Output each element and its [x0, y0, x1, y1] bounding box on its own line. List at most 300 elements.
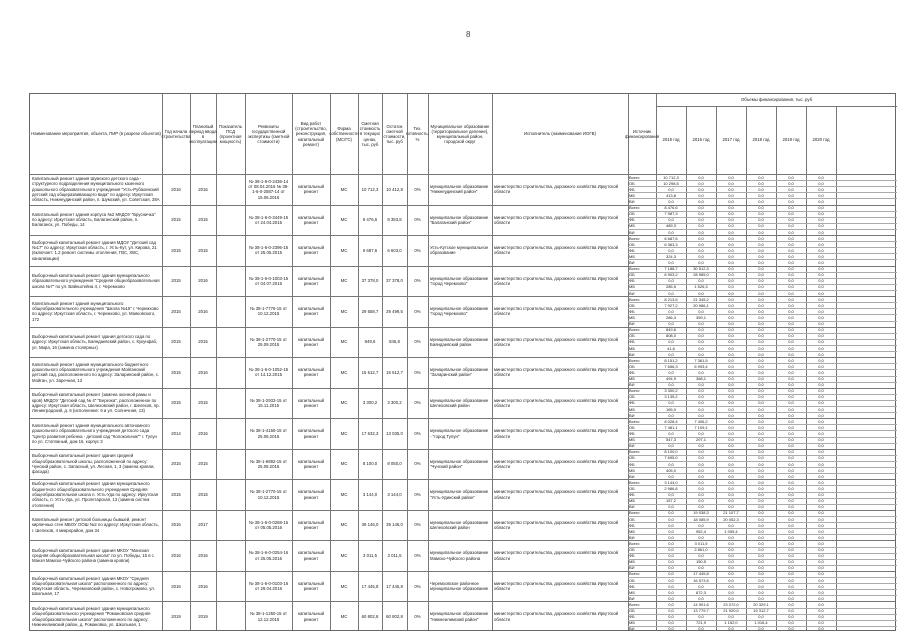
funding-value: 0,0 — [728, 345, 734, 351]
source-label: ВИ — [629, 412, 635, 418]
cell-y-end: 2015 — [198, 461, 208, 467]
funding-value: 0,0 — [758, 431, 764, 437]
funding-value: 0,0 — [728, 553, 734, 559]
cell-psd: № 38-1-6-0-2396-15 от 25.05.2015 — [248, 245, 289, 256]
funding-value: 0,0 — [728, 363, 734, 369]
cell-work: капитальный ремонт — [297, 611, 324, 622]
funding-value: 0,0 — [788, 321, 794, 327]
funding-value: 0,0 — [818, 608, 824, 614]
funding-value: 0,0 — [758, 235, 764, 241]
cell-mun: муниципальное образование "город Черемхово" — [430, 275, 489, 286]
funding-value: 0,0 — [728, 351, 734, 357]
funding-value: 7 927,2 — [664, 302, 678, 308]
funding-value: 0,0 — [698, 260, 704, 266]
funding-value: 0,0 — [758, 357, 764, 363]
funding-value: 0,0 — [788, 247, 794, 253]
funding-value: 0,0 — [788, 431, 794, 437]
funding-value: 0,0 — [818, 180, 824, 186]
cell-psd: № 38-1-4156-15 от 25.08.2015 — [249, 428, 288, 439]
cell-psd: № 38-1-2933-15 от 15.11.2015 — [249, 397, 288, 408]
funding-value: 0,0 — [668, 626, 674, 632]
funding-value: 0,0 — [698, 461, 704, 467]
funding-value: 0,0 — [698, 174, 704, 180]
cell-y-start: 2015 — [171, 339, 181, 345]
cell-psd: № 38-1-6-0-1052-15 от 14.12.2015 — [248, 367, 289, 378]
funding-value: 0,0 — [698, 333, 704, 339]
source-label: МБ — [629, 620, 635, 626]
funding-value: 0,0 — [758, 369, 764, 375]
cell-ready: 0% — [414, 217, 421, 223]
source-label: МБ — [629, 528, 635, 534]
funding-value: 0,0 — [728, 522, 734, 528]
funding-value: 0,0 — [818, 339, 824, 345]
funding-value: 0,0 — [818, 534, 824, 540]
funding-value: 0,0 — [728, 211, 734, 217]
funding-value: 0,0 — [788, 241, 794, 247]
funding-value: 0,0 — [668, 583, 674, 589]
funding-value: 0,0 — [818, 296, 824, 302]
funding-value: 0,0 — [758, 260, 764, 266]
funding-value: 0,0 — [758, 449, 764, 455]
funding-value: 0,0 — [758, 498, 764, 504]
cell-own: МС — [340, 461, 348, 467]
source-label: ВИ — [629, 626, 635, 632]
source-label: ОБ — [629, 485, 635, 491]
source-label: Всего — [629, 174, 640, 180]
source-label: ФБ — [629, 369, 635, 375]
cell-y-end: 2016 — [198, 369, 208, 375]
cell-name: Капитальный ремонт детской больницы бывшей, ремонт кирпичных стен МБОУ ООШ №2 по адресу: Иркутская область, г. Шелехов, 4 микрорайон, дом 34 — [32, 517, 159, 533]
funding-value: 0,0 — [668, 217, 674, 223]
funding-value: 0,0 — [668, 382, 674, 388]
cell-own: МС — [340, 308, 348, 314]
funding-value: 1 526,3 — [694, 284, 708, 290]
funding-value: 0,0 — [698, 229, 704, 235]
funding-value: 0,0 — [818, 394, 824, 400]
funding-value: 0,0 — [818, 302, 824, 308]
source-label: ОБ — [629, 180, 635, 186]
cell-name: Выборочный капитальный ремонт (замена оконной рамы и кров) МКДОУ "Детский сад № 4" "Березка", расположенное по адресу: Иркутская область, Шелеховский район, г. Шелехов, пр. Ленинградский, д. 6 (исполнение: 6 и ул. Солнечная, 13) — [32, 392, 160, 414]
funding-value: 952,4 — [695, 528, 706, 534]
funding-value: 0,0 — [788, 540, 794, 546]
funding-value: 0,0 — [788, 455, 794, 461]
funding-value: 0,0 — [728, 180, 734, 186]
funding-value: 0,0 — [698, 522, 704, 528]
funding-value: 0,0 — [818, 565, 824, 571]
funding-value: 2 861,0 — [694, 547, 708, 553]
funding-value: 0,0 — [698, 369, 704, 375]
column-header-y-end: Плановый период ввода в эксплуатацию — [189, 123, 217, 145]
cell-ready: 0% — [414, 308, 421, 314]
cell-name: Выборочный капитальный ремонт здания МКОУ "Средняя общеобразовательная школа" расположенного по адресу: Иркутская область, Черемховский район, с. Новогромово, ул. Школьная, 17 — [32, 575, 155, 597]
cell-rest: 8 050,0 — [387, 461, 402, 467]
funding-value: 0,0 — [758, 266, 764, 272]
cell-psd: № 38-1-6-0-3449-15 от 24.04.2015 — [248, 214, 289, 225]
funding-value: 0,0 — [818, 492, 824, 498]
cell-own: МС — [340, 247, 348, 253]
funding-value: 0,0 — [818, 449, 824, 455]
funding-value: 0,0 — [818, 376, 824, 382]
funding-value: 0,0 — [668, 351, 674, 357]
cell-exec: министерство строительства, дорожного хозяйства Иркутской области — [494, 519, 618, 531]
cell-mun: Усть-Кутское муниципальное образование — [430, 245, 489, 256]
funding-value: 0,0 — [788, 345, 794, 351]
cell-rest: 3 300,2 — [387, 400, 402, 406]
funding-value: 0,0 — [668, 260, 674, 266]
cell-rest: 8 383,8 — [387, 217, 402, 223]
funding-value: 21 345,2 — [693, 296, 709, 302]
cell-name: Выборочный капитальный ремонт здания МДОУ "Детский сад №17" по адресу: Иркутская область, г. Усть-Кут, ул. Кирова, 21 (включает: 1.2 ремонт системы отопления, ГВС, ХВС, канализации) — [32, 239, 157, 261]
source-label: ФБ — [629, 400, 635, 406]
funding-value: 0,0 — [698, 534, 704, 540]
source-label: МБ — [629, 406, 635, 412]
funding-value: 0,0 — [818, 308, 824, 314]
cell-psd: № 38-1-2770-15 от 25.09.2015 — [249, 336, 288, 347]
cell-y-end: 2015 — [198, 217, 208, 223]
funding-value: 10 298,5 — [663, 180, 679, 186]
funding-value: 150,5 — [695, 559, 706, 565]
funding-value: 0,0 — [818, 327, 824, 333]
cell-y-start: 2015 — [171, 278, 181, 284]
funding-value: 0,0 — [788, 412, 794, 418]
funding-value: 0,0 — [818, 406, 824, 412]
funding-value: 0,0 — [728, 174, 734, 180]
cell-mun: муниципальное образование "город Черемхово" — [430, 306, 489, 317]
cell-own: МС — [340, 217, 348, 223]
funding-value: 157,2 — [665, 498, 676, 504]
funding-value: 0,0 — [818, 284, 824, 290]
cell-mun: муниципальное образование "Чунский район" — [430, 458, 489, 470]
cell-name: Выборочный капитальный ремонт здания детского сада по адресу: Иркутская область, Баяндаевский район, с. Кукунфаб, ул. Мира, 16 (замена столярных) — [32, 333, 158, 350]
funding-value: 0,0 — [728, 223, 734, 229]
source-label: Всего — [629, 571, 640, 577]
funding-value: 0,0 — [728, 418, 734, 424]
cell-mun: Черемховское районное муниципальное образование — [430, 580, 489, 592]
funding-value: 0,0 — [818, 540, 824, 546]
funding-value: 0,0 — [758, 376, 764, 382]
funding-value: 0,0 — [728, 308, 734, 314]
funding-header: Объемы финансирования, тыс. руб — [740, 97, 813, 103]
funding-value: 0,0 — [698, 394, 704, 400]
funding-value: 0,0 — [728, 186, 734, 192]
cell-ready: 0% — [414, 400, 421, 406]
funding-value: 0,0 — [728, 547, 734, 553]
funding-value: 489,3 — [665, 223, 676, 229]
cell-work: капитальный ремонт — [297, 550, 324, 561]
funding-value: 0,0 — [698, 553, 704, 559]
funding-value: 0,0 — [818, 498, 824, 504]
cell-ready: 0% — [414, 247, 421, 253]
funding-value: 0,0 — [668, 553, 674, 559]
funding-value: 0,0 — [728, 192, 734, 198]
funding-value: 0,0 — [698, 498, 704, 504]
cell-name: Выборочный капитальный ремонт здания муниципального общеобразовательного учреждения "Романовская средняя общеобразовательная школа" расположенного по адресу: Нижнеилимский район, д. Романовка, ул. Школьная, 1 — [32, 606, 151, 628]
funding-value: 7 656,3 — [664, 363, 678, 369]
funding-value: 0,0 — [758, 553, 764, 559]
funding-value: 0,0 — [728, 492, 734, 498]
funding-value: 0,0 — [758, 223, 764, 229]
funding-value: 165,0 — [665, 406, 676, 412]
funding-value: 19 038,3 — [693, 510, 709, 516]
column-header-psd: Реквизиты государственной экспертизы (сметной стоимости) — [247, 123, 290, 145]
source-label: ОБ — [629, 302, 635, 308]
column-header-ready: Тех. готовность, % — [406, 126, 429, 142]
funding-value: 808,0 — [665, 333, 676, 339]
funding-value: 0,0 — [698, 339, 704, 345]
cell-cost: 60 802,8 — [361, 614, 379, 620]
cell-cost: 6 687,6 — [362, 247, 378, 253]
source-label: Всего — [629, 540, 640, 546]
funding-value: 2 986,8 — [664, 485, 678, 491]
funding-value: 0,0 — [668, 516, 674, 522]
source-label: ОБ — [629, 333, 635, 339]
cell-exec: министерство строительства, дорожного хозяйства Иркутской области — [494, 397, 618, 408]
funding-value: 0,0 — [818, 583, 824, 589]
funding-value: 0,0 — [818, 516, 824, 522]
funding-value: 0,0 — [668, 186, 674, 192]
funding-value: 0,0 — [788, 626, 794, 632]
funding-value: 0,0 — [698, 327, 704, 333]
funding-value: 0,0 — [758, 339, 764, 345]
column-header-exec: Исполнитель (наименование ИОГВ) — [524, 131, 596, 137]
cell-mun: муниципальное образование "Усть-Удинский район" — [430, 489, 489, 500]
funding-value: 0,0 — [818, 382, 824, 388]
funding-value: 368,1 — [695, 376, 706, 382]
cell-exec: министерство строительства, дорожного хозяйства Иркутской области — [494, 306, 618, 317]
column-header-mun: Муниципальное образование (территориальное деление), муниципальный район, городской округ — [430, 123, 490, 145]
funding-value: 0,0 — [728, 376, 734, 382]
funding-value: 0,0 — [668, 412, 674, 418]
funding-value: 0,0 — [668, 400, 674, 406]
funding-value: 3 011,5 — [694, 540, 708, 546]
cell-exec: министерство строительства, дорожного хозяйства Иркутской области — [494, 611, 618, 622]
funding-value: 0,0 — [698, 186, 704, 192]
cell-y-end: 2015 — [198, 339, 208, 345]
funding-value: 0,0 — [758, 577, 764, 583]
cell-own: МС — [340, 400, 348, 406]
cell-exec: министерство строительства, дорожного хозяйства Иркутской области — [494, 245, 618, 256]
funding-value: 0,0 — [788, 272, 794, 278]
source-label: Всего — [629, 205, 640, 211]
funding-value: 0,0 — [758, 382, 764, 388]
funding-value: 8 213,5 — [664, 296, 678, 302]
funding-value: 0,0 — [728, 424, 734, 430]
funding-value: 0,0 — [818, 461, 824, 467]
cell-work: капитальный ремонт — [297, 336, 324, 347]
funding-value: 30 512,3 — [693, 266, 709, 272]
funding-value: 0,0 — [698, 626, 704, 632]
funding-value: 3 144,0 — [664, 479, 678, 485]
source-label: Всего — [629, 235, 640, 241]
funding-value: 0,0 — [788, 223, 794, 229]
funding-value: 0,0 — [788, 308, 794, 314]
year-header: 2015 год — [662, 137, 680, 143]
funding-value: 0,0 — [668, 540, 674, 546]
funding-value: 0,0 — [758, 559, 764, 565]
year-header: 2020 год — [812, 137, 830, 143]
funding-value: 405,0 — [665, 467, 676, 473]
funding-value: 0,0 — [758, 589, 764, 595]
funding-value: 0,0 — [788, 217, 794, 223]
funding-value: 0,0 — [668, 577, 674, 583]
source-label: ОБ — [629, 577, 635, 583]
funding-value: 0,0 — [728, 205, 734, 211]
cell-work: капитальный ремонт — [297, 519, 324, 531]
funding-value: 7 188,7 — [664, 266, 678, 272]
funding-value: 0,0 — [818, 192, 824, 198]
funding-value: 0,0 — [758, 510, 764, 516]
funding-value: 0,0 — [758, 412, 764, 418]
cell-exec: министерство строительства, дорожного хозяйства Иркутской области — [494, 550, 618, 561]
cell-rest: 845,8 — [389, 339, 400, 345]
source-label: МБ — [629, 253, 635, 259]
funding-value: 0,0 — [818, 626, 824, 632]
funding-value: 0,0 — [818, 595, 824, 601]
funding-value: 0,0 — [758, 406, 764, 412]
funding-value: 494,9 — [665, 376, 676, 382]
funding-value: 0,0 — [788, 327, 794, 333]
funding-value: 0,0 — [758, 315, 764, 320]
year-header: 2017 год — [722, 137, 740, 143]
cell-y-start: 2015 — [171, 217, 181, 223]
funding-value: 28 985,0 — [693, 272, 709, 278]
funding-value: 0,0 — [728, 284, 734, 290]
funding-value: 14 901,6 — [693, 602, 709, 607]
cell-name: Капитальный ремонт здания муниципального бюджетного дошкольного образовательного учреждения Мойганский детский сад, расположенного по адресу: Заларинский район, с. Мойган, ул. Заречная, 13 — [32, 361, 160, 383]
funding-value: 0,0 — [698, 247, 704, 253]
funding-value: 0,0 — [788, 510, 794, 516]
cell-work: капитальный ремонт — [297, 306, 324, 317]
cell-y-end: 2015 — [198, 400, 208, 406]
funding-value: 0,0 — [818, 424, 824, 430]
cell-rest: 3 144,0 — [387, 491, 402, 497]
capital-repair-table — [29, 93, 896, 631]
cell-y-end: 2016 — [198, 430, 208, 436]
funding-value: 0,0 — [788, 186, 794, 192]
funding-value: 0,0 — [788, 614, 794, 620]
funding-value: 872,3 — [695, 589, 706, 595]
funding-value: 0,0 — [818, 473, 824, 479]
cell-cost: 3 144,0 — [362, 491, 378, 497]
cell-ready: 0% — [414, 339, 421, 345]
funding-value: 0,0 — [668, 528, 674, 534]
funding-value: 0,0 — [788, 284, 794, 290]
funding-value: 0,0 — [668, 339, 674, 345]
source-label: МБ — [629, 437, 635, 443]
funding-value: 8 151,2 — [664, 357, 678, 363]
funding-value: 0,0 — [728, 198, 734, 204]
funding-value: 0,0 — [788, 504, 794, 510]
funding-value: 0,0 — [818, 333, 824, 339]
funding-value: 0,0 — [758, 327, 764, 333]
funding-value: 0,0 — [788, 534, 794, 540]
cell-rest: 17 445,8 — [386, 583, 403, 589]
funding-value: 0,0 — [668, 589, 674, 595]
funding-value: 0,0 — [728, 229, 734, 235]
funding-value: 0,0 — [818, 315, 824, 320]
funding-value: 721,9 — [695, 620, 706, 626]
cell-y-end: 2019 — [198, 614, 208, 620]
funding-value: 19 312,7 — [753, 608, 769, 614]
source-label: ОБ — [629, 424, 635, 430]
cell-exec: министерство строительства, дорожного хозяйства Иркутской области — [494, 183, 618, 195]
cell-rest: 6 603,0 — [387, 247, 402, 253]
funding-value: 0,0 — [728, 559, 734, 565]
funding-value: 0,0 — [758, 424, 764, 430]
cell-name: Выборочный капитальный ремонт здания муниципального образовательного учреждения "Средняя общеобразовательная школа №7" по ул. Вайнштейна 4, г. Черемхово — [32, 272, 160, 289]
funding-value: 0,0 — [728, 321, 734, 327]
cell-cost: 17 445,8 — [361, 583, 379, 589]
source-label: Всего — [629, 449, 640, 455]
funding-value: 0,0 — [818, 614, 824, 620]
source-label: ФБ — [629, 583, 635, 589]
cell-y-start: 2015 — [171, 491, 181, 497]
funding-value: 0,0 — [728, 540, 734, 546]
source-label: ВИ — [629, 351, 635, 357]
funding-value: 0,0 — [758, 308, 764, 314]
funding-value: 0,0 — [818, 504, 824, 510]
funding-value: 0,0 — [728, 437, 734, 443]
funding-value: 0,0 — [788, 296, 794, 302]
funding-value: 0,0 — [818, 602, 824, 607]
cell-cost: 39 146,0 — [361, 522, 379, 528]
funding-value: 0,0 — [788, 547, 794, 553]
cell-mun: муниципальное образование "Нижнеилимский район" — [430, 611, 489, 622]
funding-value: 8 028,4 — [664, 418, 678, 424]
cell-ready: 0% — [414, 614, 421, 620]
funding-value: 0,0 — [818, 260, 824, 266]
funding-value: 0,0 — [788, 278, 794, 284]
cell-y-start: 2019 — [171, 614, 181, 620]
funding-value: 849,6 — [665, 327, 676, 333]
cell-exec: министерство строительства, дорожного хозяйства Иркутской области — [494, 580, 618, 592]
cell-own: МС — [340, 491, 348, 497]
funding-value: 0,0 — [728, 498, 734, 504]
funding-value: 0,0 — [728, 357, 734, 363]
funding-value: 0,0 — [788, 620, 794, 626]
funding-value: 0,0 — [698, 253, 704, 259]
column-header-rest: Остаток сметной стоимости, тыс. руб — [383, 123, 406, 145]
funding-value: 0,0 — [668, 473, 674, 479]
cell-name: Выборочный капитальный ремонт здания МКОУ "Манская средняя общеобразовательная школа" по ул. Победы, 15 в с. Манзя Мамско-Чуйского района (замена кровли) — [32, 547, 156, 564]
funding-value: 0,0 — [788, 528, 794, 534]
cell-y-start: 2014 — [171, 430, 181, 436]
source-label: Всего — [629, 296, 640, 302]
cell-cost: 17 632,3 — [361, 430, 379, 436]
funding-value: 0,0 — [818, 388, 824, 394]
cell-psd: № 38-1-6-0-0254-16 от 25.05.2016 — [248, 550, 289, 561]
column-header-capacity: Показатель ПСД (проектная мощность) — [219, 123, 242, 145]
cell-y-end: 2016 — [198, 278, 208, 284]
funding-value: 285,5 — [665, 284, 676, 290]
source-label: ВИ — [629, 229, 635, 235]
funding-value: 0,0 — [698, 455, 704, 461]
funding-value: 0,0 — [818, 547, 824, 553]
funding-value: 0,0 — [758, 522, 764, 528]
cell-name: Капитальный ремонт здания муниципального общеобразовательного учреждения "Школа №15" г. Черемхово по адресу: Иркутская область, г. Черемхово, ул. Маяковского, 172 — [32, 300, 159, 322]
cell-work: капитальный ремонт — [297, 458, 324, 470]
funding-value: 297,1 — [695, 437, 706, 443]
funding-value: 0,0 — [668, 547, 674, 553]
cell-cost: 29 558,7 — [361, 308, 379, 314]
source-label: Всего — [629, 357, 640, 363]
cell-own: МС — [340, 522, 348, 528]
source-label: ФБ — [629, 431, 635, 437]
source-label: ВИ — [629, 443, 635, 449]
source-label: ОБ — [629, 241, 635, 247]
funding-value: 0,0 — [818, 553, 824, 559]
funding-value: 0,0 — [788, 351, 794, 357]
